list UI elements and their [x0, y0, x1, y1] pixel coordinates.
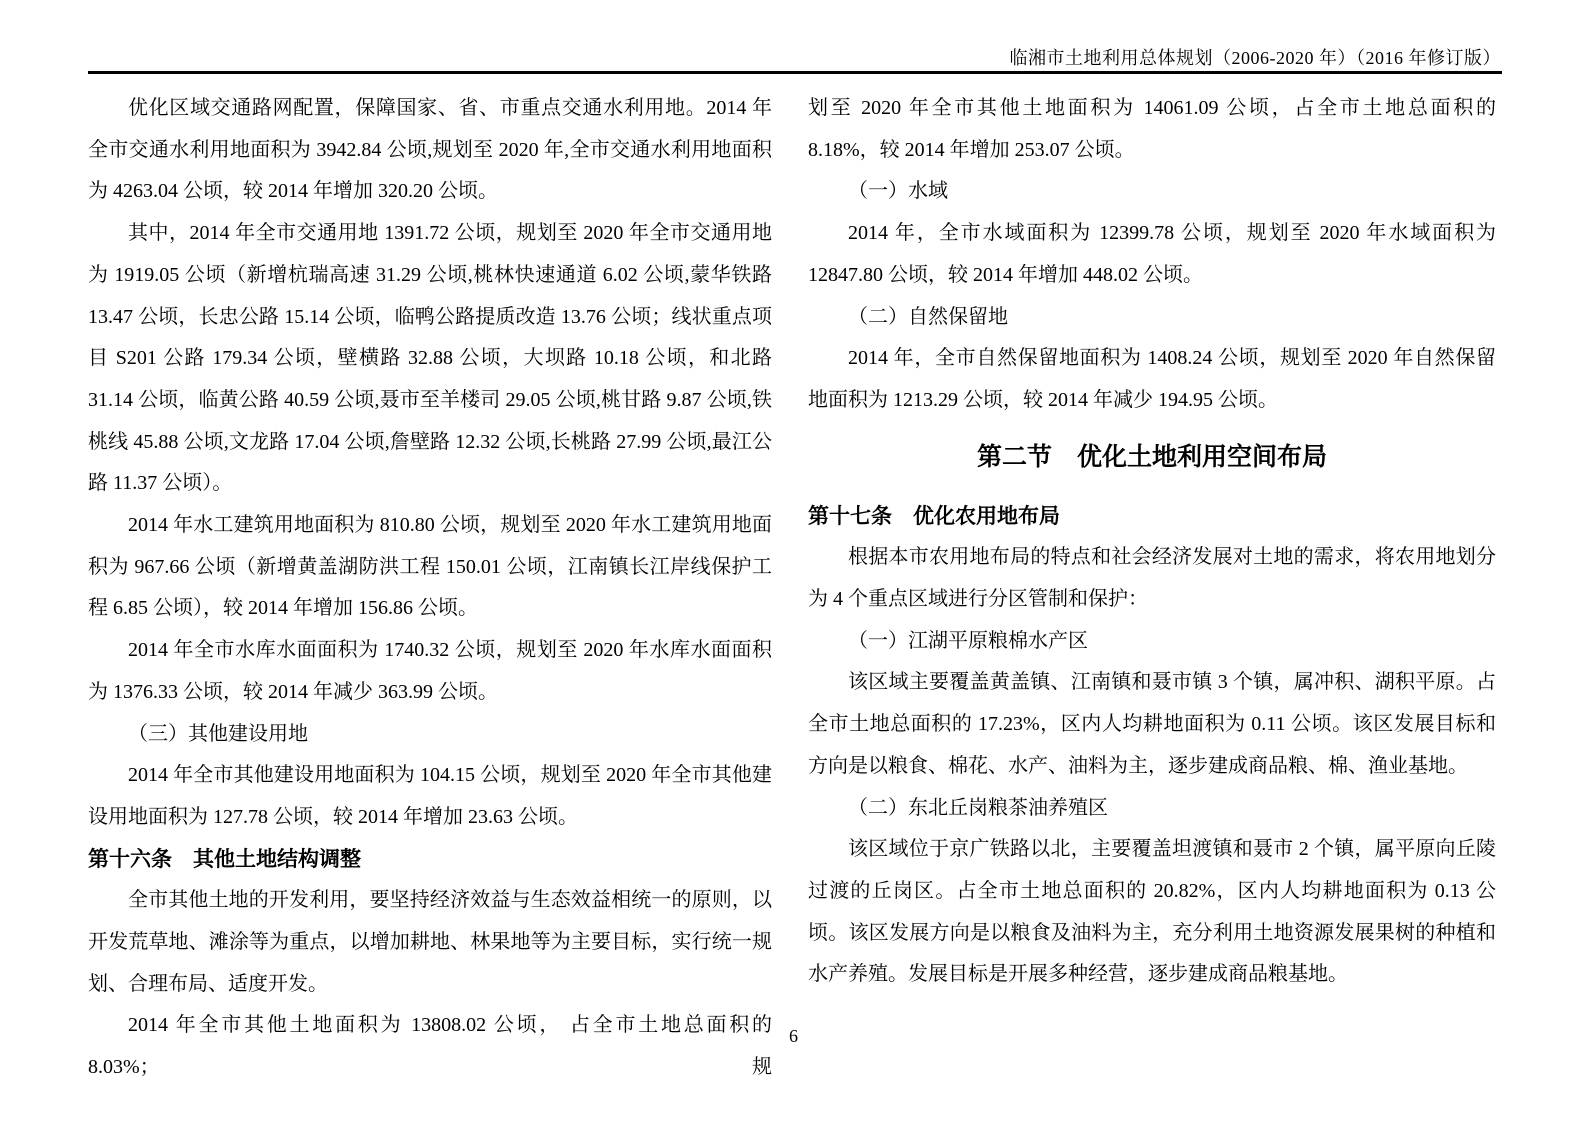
paragraph: 全市其他土地的开发利用，要坚持经济效益与生态效益相统一的原则，以开发荒草地、滩涂等为重点，以增加耕地、林果地等为主要目标，实行统一规划、合理布局、适度开发。 [88, 889, 772, 995]
paragraph: 该区域主要覆盖黄盖镇、江南镇和聂市镇 3 个镇，属冲积、湖积平原。占全市土地总面积的 17.23%，区内人均耕地面积为 0.11 公顷。该区发展目标和方向是以粮食、棉花、水产、油料为主，逐步建成商品粮、棉、渔业基地。 [808, 671, 1496, 777]
paragraph: 该区域位于京广铁路以北，主要覆盖坦渡镇和聂市 2 个镇，属平原向丘陵过渡的丘岗区。占全市土地总面积的 20.82%，区内人均耕地面积为 0.13 公顷。该区发展方向是以粮食及油料为主，充分利用土地资源发展果树的种植和水产养殖。发展目标是开展多种经营，逐步建成商品粮基地。 [808, 838, 1496, 986]
paragraph: 2014 年全市水库水面面积为 1740.32 公顷，规划至 2020 年水库水面面积为 1376.33 公顷，较 2014 年减少 363.99 公顷。 [88, 639, 772, 703]
page-number: 6 [789, 1026, 798, 1046]
left-column [88, 88, 772, 1089]
paragraph: 2014 年全市其他土地面积为 13808.02 公顷， 占全市土地总面积的 8.03%； 规 [88, 1014, 772, 1079]
paragraph: 2014 年，全市水域面积为 12399.78 公顷，规划至 2020 年水域面积为 12847.80 公顷，较 2014 年增加 448.02 公顷。 [808, 222, 1496, 286]
sub-item-heading: （三）其他建设用地 [128, 722, 308, 745]
sub-item-heading: （一）水域 [848, 180, 948, 203]
paragraph: 2014 年，全市自然保留地面积为 1408.24 公顷，规划至 2020 年自然保留地面积为 1213.29 公顷，较 2014 年减少 194.95 公顷。 [808, 347, 1496, 411]
right-column [808, 88, 1496, 996]
paragraph: 其中，2014 年全市交通用地 1391.72 公顷，规划至 2020 年全市交通用地为 1919.05 公顷（新增杭瑞高速 31.29 公顷,桃林快速通道 6.02 公顷,蒙华铁路 13.47 公顷，长忠公路 15.14 公顷，临鸭公路提质改造 13.76 公顷；线状重点项目 S201 公路 179.34 公顷，壁横路 32.88 公顷，大坝路 10.18 公顷，和北路 31.14 公顷，临黄公路 40.59 公顷,聂市至羊楼司 29.05 公顷,桃甘路 9.87 公顷,铁桃线 45.88 公顷,文龙路 17.04 公顷,詹壁路 12.32 公顷,长桃路 27.99 公顷,最江公路 11.37 公顷）。 [88, 222, 772, 495]
sub-item-heading: （二）自然保留地 [848, 305, 1008, 328]
section-heading: 第二节 优化土地利用空间布局 [976, 443, 1327, 471]
page-header-title: 临湘市土地利用总体规划（2006-2020 年）（2016 年修订版） [1009, 48, 1501, 68]
paragraph: 2014 年水工建筑用地面积为 810.80 公顷，规划至 2020 年水工建筑用地面积为 967.66 公顷（新增黄盖湖防洪工程 150.01 公顷，江南镇长江岸线保护工程 6.85 公顷），较 2014 年增加 156.86 公顷。 [88, 514, 772, 620]
paragraph: 划至 2020 年全市其他土地面积为 14061.09 公顷，占全市土地总面积的 8.18%，较 2014 年增加 253.07 公顷。 [808, 97, 1496, 161]
sub-item-heading: （一）江湖平原粮棉水产区 [848, 629, 1088, 652]
article-heading: 第十七条 优化农用地布局 [808, 503, 1060, 528]
article-heading: 第十六条 其他土地结构调整 [88, 846, 361, 871]
paragraph: 优化区域交通路网配置，保障国家、省、市重点交通水利用地。2014 年全市交通水利用地面积为 3942.84 公顷,规划至 2020 年,全市交通水利用地面积为 4263.04 公顷，较 2014 年增加 320.20 公顷。 [88, 97, 772, 203]
sub-item-heading: （二）东北丘岗粮茶油养殖区 [848, 796, 1108, 819]
header-rule [88, 71, 1502, 74]
paragraph: 根据本市农用地布局的特点和社会经济发展对土地的需求，将农用地划分为 4 个重点区域进行分区管制和保护： [808, 546, 1496, 611]
paragraph: 2014 年全市其他建设用地面积为 104.15 公顷，规划至 2020 年全市其他建设用地面积为 127.78 公顷，较 2014 年增加 23.63 公顷。 [88, 764, 772, 828]
